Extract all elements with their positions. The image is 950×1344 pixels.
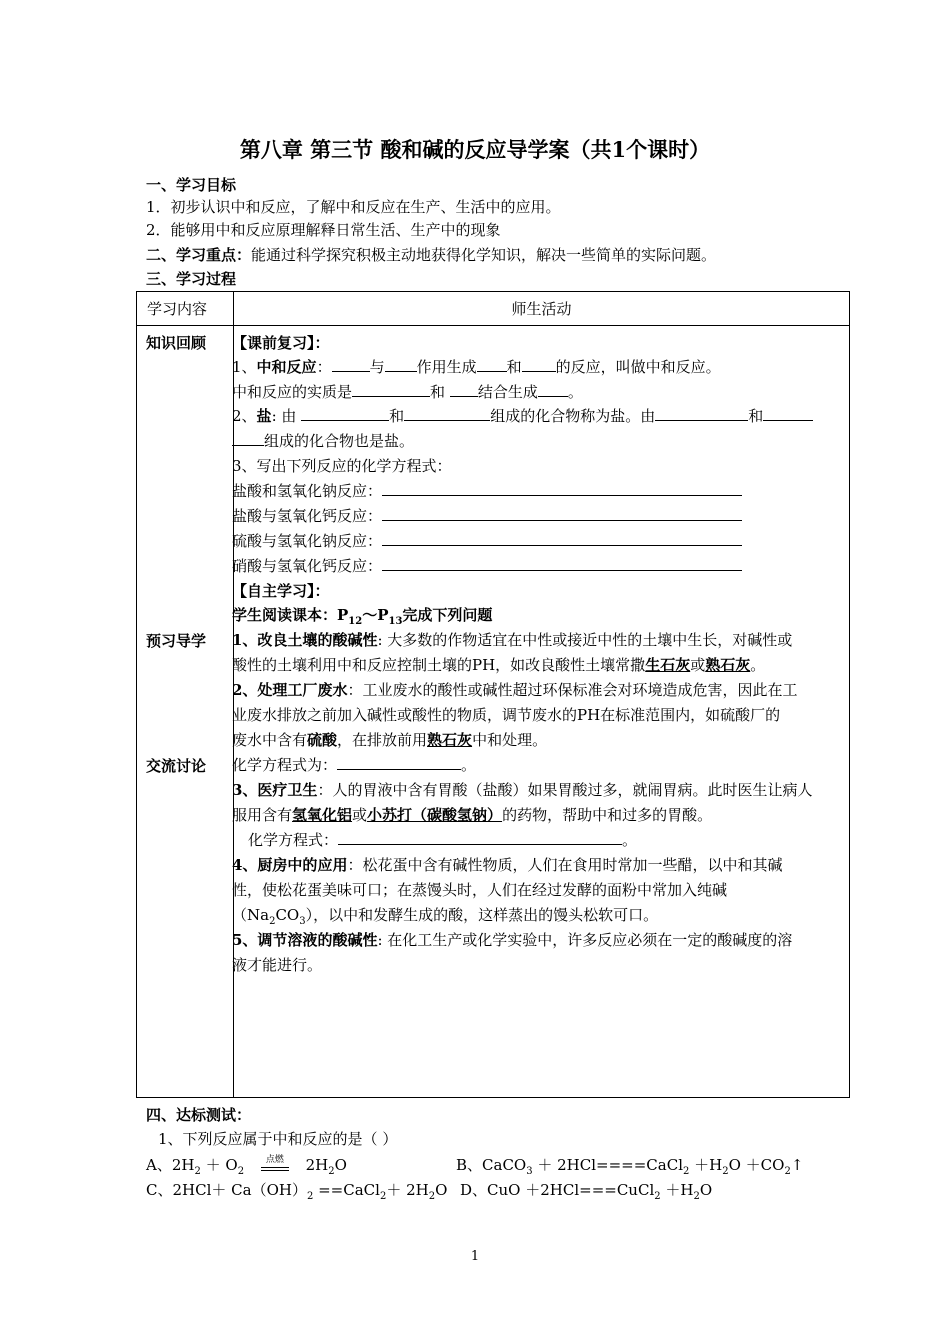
page-title: 第八章 第三节 酸和碱的反应导学案（共1个课时） [239,137,711,162]
section-2 [146,244,716,265]
left-labels-cell [137,326,234,1098]
reaction-line: 硝酸与氢氧化钙反应： [232,555,742,576]
col-header-content: 学习内容 [137,292,234,326]
equation-2: 化学方程式： 。 [248,831,638,849]
point-5-cont: 液才能进行。 [232,956,323,974]
point-4-cont2: $(Na_2CO_3)$，以中和发酵生成的酸，这样蒸出的馒头松软可口。 [232,906,659,927]
point-4: 4、厨房中的应用：松花蛋中含有碱性物质，人们在食用时常加一些醋，以中和其碱 [232,856,783,874]
review-q1-essence: 中和反应的实质是 和 结合生成 。 [232,383,583,401]
ignition-condition: 点燃 [257,1156,293,1174]
option-b: B、CaCO$_3$ ＋ 2HCl====CaCl$_2$ $+H_2O$ $+CO_2↑$ [456,1156,804,1177]
objective-1: 1．初步认识中和反应，了解中和反应在生产、生活中的应用。 [146,198,561,216]
section-2-heading: 二、学习重点： [146,246,252,264]
reaction-line: 盐酸与氢氧化钙反应： [232,505,742,526]
review-heading: 【课前复习】： [232,334,330,352]
label-preview-guide: 预习导学 [146,632,207,650]
point-3-cont: 服用含有氢氧化铝或小苏打（碳酸氢钠）的药物，帮助中和过多的胃酸。 [232,806,713,824]
section-1-heading: 一、学习目标 [146,176,237,194]
label-knowledge-review: 知识回顾 [146,334,207,352]
point-1-cont: 酸性的土壤利用中和反应控制土壤的PH，如改良酸性土壤常撒生石灰或熟石灰。 [232,656,766,674]
reaction-line: 硫酸与氢氧化钠反应： [232,530,742,551]
test-question-1: 1、下列反应属于中和反应的是（ ） [158,1130,398,1148]
section-3-heading: 三、学习过程 [146,270,237,288]
option-d: D、CuO ＋2HCl===CuCl$_2$ $+H_2O$ [460,1181,713,1202]
option-c: C、$2HCl+ Ca(OH)_2$ ==CaCl$_2$＋ $2H_2O$ [146,1181,448,1202]
point-4-cont: 性，使松花蛋美味可口；在蒸馒头时，人们在经过发酵的面粉中常加入纯碱 [232,881,728,899]
reading-instruction: 学生阅读课本：$P_{12}\sim P_{13}$完成下列问题 [232,606,493,627]
point-1: 1、改良土壤的酸碱性: 大多数的作物适宜在中性或接近中性的土壤中生长，对碱性或 [232,631,793,649]
review-q2-cont: 组成的化合物也是盐。 [232,430,414,451]
point-2-cont2: 废水中含有硫酸，在排放前用熟石灰中和处理。 [232,731,548,749]
point-5: 5、调节溶液的酸碱性: 在化工生产或化学实验中，许多反应必须在一定的酸碱度的溶 [232,931,793,949]
self-study-heading: 【自主学习】： [232,582,330,600]
label-discussion: 交流讨论 [146,757,207,775]
point-3: 3、医疗卫生：人的胃液中含有胃酸（盐酸）如果胃酸过多，就闹胃病。此时医生让病人 [232,781,813,799]
point-2: 2、处理工厂废水：工业废水的酸性或碱性超过环保标准会对环境造成危害，因此在工 [232,681,798,699]
equation-1: 化学方程式为： 。 [232,756,477,774]
col-header-activity: 师生活动 [234,292,850,326]
reaction-line: 盐酸和氢氧化钠反应： [232,480,742,501]
review-q1: 1、中和反应： 与 作用生成 和 的反应，叫做中和反应。 [232,358,721,376]
review-q3: 3、写出下列反应的化学方程式： [232,457,452,475]
page-number: 1 [470,1249,480,1264]
section-2-text: 能通过科学探究积极主动地获得化学知识，解决一些简单的实际问题。 [251,246,717,264]
option-a: A、$2H_2 + O_2$ $^{点燃}$ $2H_2O$ [146,1155,347,1177]
section-4-heading: 四、达标测试： [146,1106,252,1124]
point-2-cont: 业废水排放之前加入碱性或酸性的物质，调节废水的PH在标准范围内，如硫酸厂的 [232,706,781,724]
objective-2: 2．能够用中和反应原理解释日常生活、生产中的现象 [146,221,501,239]
review-q2: 2、盐: 由 和 组成的化合物称为盐。由 和 [232,405,813,426]
